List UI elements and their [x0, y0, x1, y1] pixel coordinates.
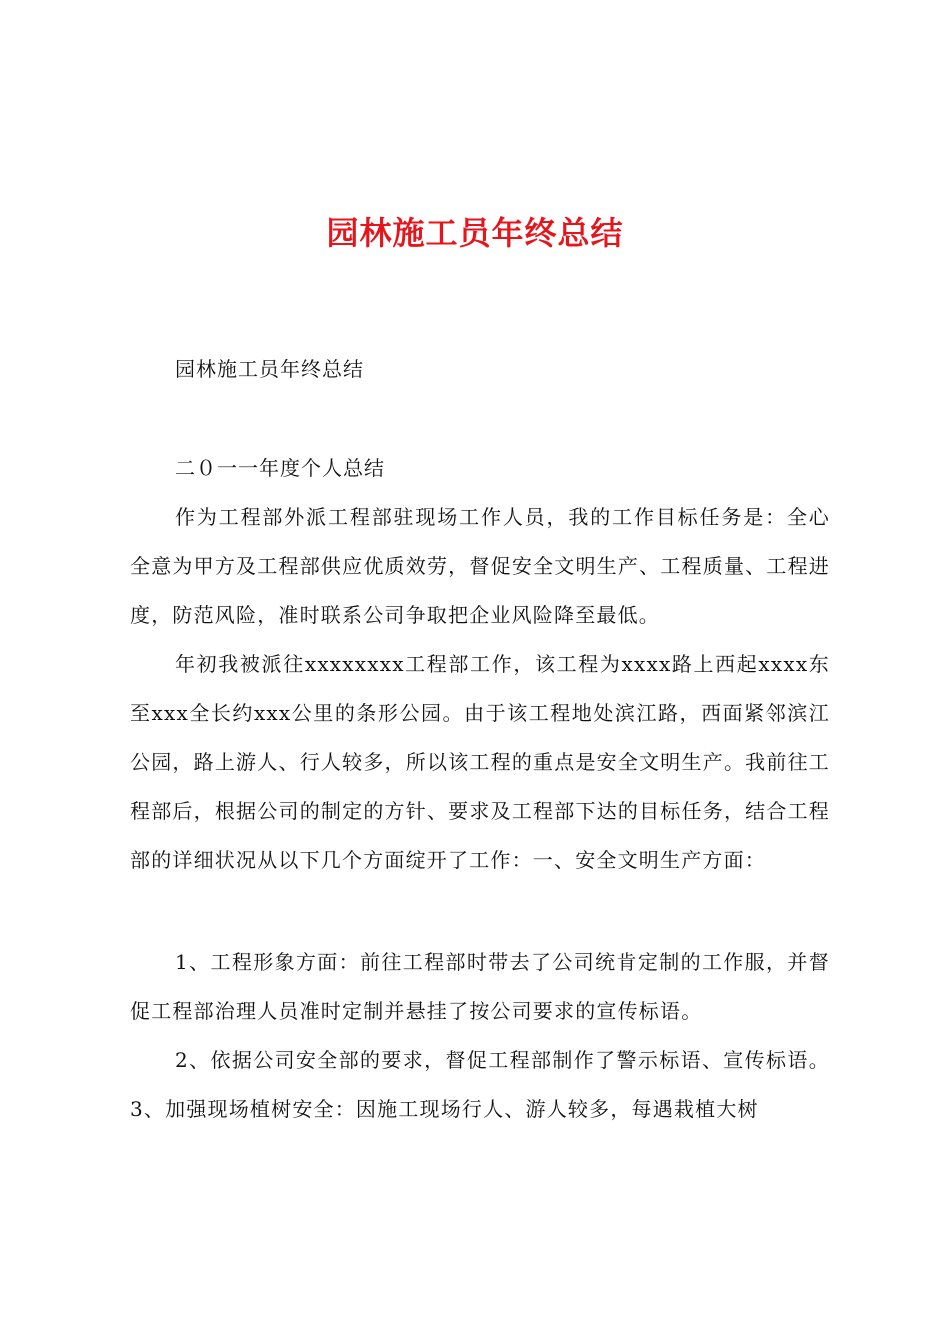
- paragraph-1: 作为工程部外派工程部驻现场工作人员，我的工作目标任务是：全心全意为甲方及工程部供应优质效劳，督促安全文明生产、工程质量、工程进度，防范风险，准时联系公司争取把企业风险降至最低。: [130, 505, 830, 627]
- paragraph-3: 1、工程形象方面：前往工程部时带去了公司统肯定制的工作服，并督促工程部治理人员准时定制并悬挂了按公司要求的宣传标语。: [130, 950, 830, 1023]
- paragraph-2: 年初我被派往xxxxxxxx工程部工作，该工程为xxxx路上西起xxxx东至xxx全长约xxx公里的条形公园。由于该工程地处滨江路，西面紧邻滨江公园，路上游人、行人较多，所以该工程的重点是安全文明生产。我前往工程部后，根据公司的制定的方针、要求及工程部下达的目标任务，结合工程部的详细状况从以下几个方面绽开了工作：一、安全文明生产方面：: [130, 652, 830, 872]
- document-title: 园林施工员年终总结: [326, 214, 624, 252]
- document-subtitle: 园林施工员年终总结: [175, 357, 364, 381]
- paragraph-4: 2、依据公司安全部的要求，督促工程部制作了警示标语、宣传标语。3、加强现场植树安全：因施工现场行人、游人较多，每遇栽植大树: [130, 1048, 830, 1121]
- year-heading: 二０一一年度个人总结: [175, 456, 385, 480]
